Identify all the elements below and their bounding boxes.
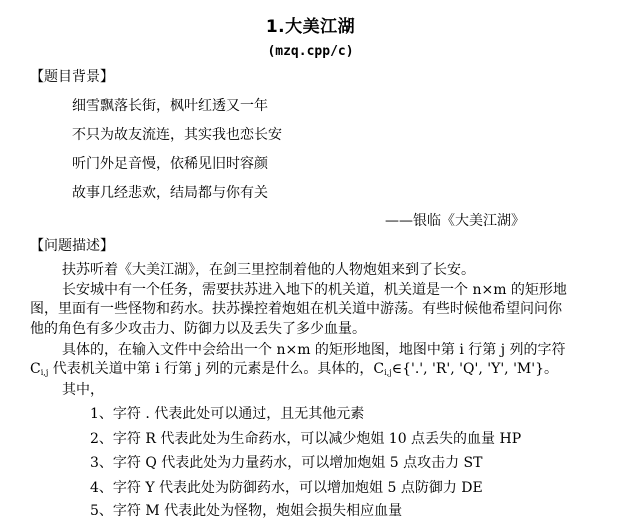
paragraph-4: 其中，: [62, 382, 104, 398]
poem-line-4: 故事几经悲欢，结局都与你有关: [72, 185, 268, 201]
paragraph-1: 扶苏听着《大美江湖》，在剑三里控制着他的人物炮姐来到了长安。: [62, 262, 475, 278]
paragraph-3-line-2: [30, 358, 558, 378]
c-symbol: $C_{i,j}$: [30, 361, 49, 377]
source-filename: (mzq.cpp/c): [267, 44, 354, 59]
c-symbol-2: $C_{i,j}$: [373, 361, 392, 377]
char-set: ∈{'.', 'R', 'Q', 'Y', 'M'}。: [391, 361, 559, 377]
list-item-1: 1、字符 . 代表此处可以通过，且无其他元素: [90, 406, 365, 422]
list-item-4: 4、字符 Y 代表此处为防御药水，可以增加炮姐 5 点防御力 DE: [90, 480, 483, 496]
problem-title: 1.大美江湖: [265, 17, 356, 37]
paragraph-3-middle: 代表机关道中第 i 行第 j 列的元素是什么。具体的，: [52, 361, 374, 377]
background-heading: 【题目背景】: [30, 69, 114, 85]
list-item-2: 2、字符 R 代表此处为生命药水，可以减少炮姐 10 点丢失的血量 HP: [90, 431, 522, 447]
poem-line-2: 不只为故友流连，其实我也恋长安: [72, 127, 282, 143]
poem-attribution: ——银临《大美江湖》: [385, 213, 525, 229]
list-item-5: 5、字符 M 代表此处为怪物，炮姐会损失相应血量: [90, 503, 403, 519]
paragraph-2-line-3: 他的角色有多少攻击力、防御力以及丢失了多少血量。: [30, 321, 366, 337]
paragraph-2-line-1: 长安城中有一个任务，需要扶苏进入地下的机关道，机关道是一个 n×m 的矩形地: [62, 282, 567, 298]
poem-line-1: 细雪飘落长街，枫叶红透又一年: [72, 98, 268, 114]
paragraph-3-line-1: 具体的，在输入文件中会给出一个 n×m 的矩形地图，地图中第 i 行第 j 列的字符: [62, 342, 566, 358]
poem-line-3: 听门外足音慢，依稀见旧时容颜: [72, 156, 268, 172]
description-heading: 【问题描述】: [30, 238, 114, 254]
paragraph-2-line-2: 图，里面有一些怪物和药水。扶苏操控着炮姐在机关道中游荡。有些时候他希望问问你: [30, 301, 562, 317]
list-item-3: 3、字符 Q 代表此处为力量药水，可以增加炮姐 5 点攻击力 ST: [90, 455, 483, 471]
